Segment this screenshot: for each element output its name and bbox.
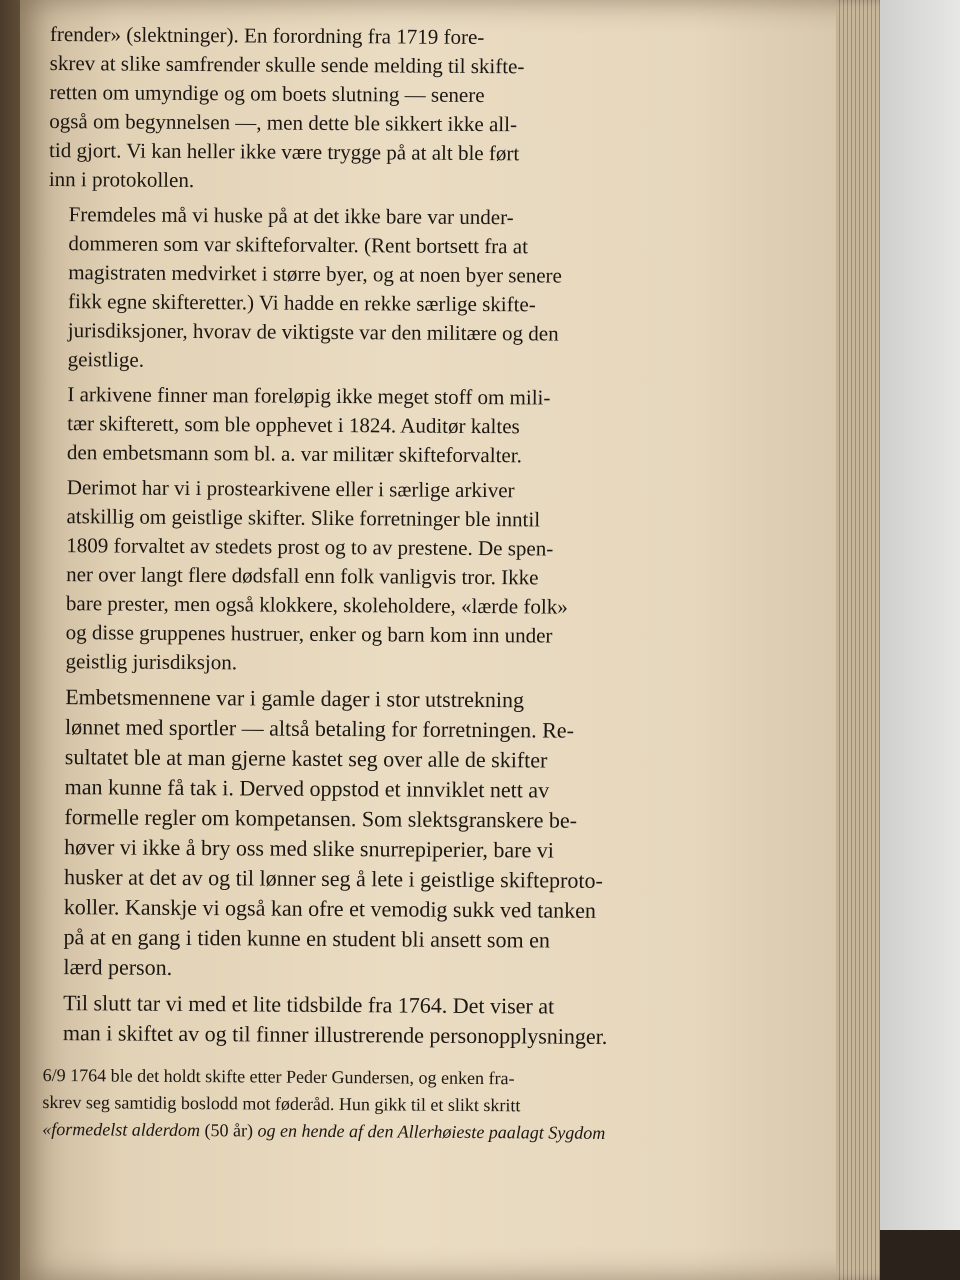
text-line: husker at det av og til lønner seg å lete i geistlige skifteproto- xyxy=(63,864,603,893)
text-line: sultatet ble at man gjerne kastet seg over alle de skifter xyxy=(64,744,548,773)
text-line: Embetsmennene var i gamle dager i stor utstrekning xyxy=(65,684,525,713)
text-line: formelle regler om kompetansen. Som slektsgranskere be- xyxy=(64,804,578,833)
text-line: høver vi ikke å bry oss med slike snurrepiperier, bare vi xyxy=(64,834,555,863)
background-surface xyxy=(880,1230,960,1280)
background-card xyxy=(880,0,960,1280)
text-line: den embetsmann som bl. a. var militær skifteforvalter. xyxy=(66,440,522,468)
text-line: 1809 forvaltet av stedets prost og to av prestene. De spen- xyxy=(66,533,554,561)
text-line: Derimot har vi i prostearkivene eller i særlige arkiver xyxy=(66,475,515,503)
text-line: skrev at slike samfrender skulle sende melding til skifte- xyxy=(49,50,525,79)
text-line: Fremdeles må vi huske på at det ikke bare var under- xyxy=(68,202,514,230)
text-line: I arkivene finner man foreløpig ikke meget stoff om mili- xyxy=(67,382,551,410)
text-line: koller. Kanskje vi også kan ofre et vemodig sukk ved tanken xyxy=(63,894,597,923)
paragraph-2 xyxy=(48,200,669,378)
excerpt-block xyxy=(42,1062,663,1147)
text-line: lønnet med sportler — altså betaling for forretningen. Re- xyxy=(64,714,575,743)
paragraph-1 xyxy=(49,20,670,198)
text-line: og disse gruppenes hustruer, enker og barn kom inn under xyxy=(65,620,553,648)
text-line: lærd person. xyxy=(63,954,173,980)
text-line: fikk egne skifteretter.) Vi hadde en rekke særlige skifte- xyxy=(67,289,536,317)
text-line: også om begynnelsen —, men dette ble sikkert ikke all- xyxy=(49,108,518,137)
excerpt-italic: og en hende af den Allerhøieste paalagt Sygdom xyxy=(257,1120,606,1143)
paragraph-4 xyxy=(45,473,666,680)
excerpt-line: 6/9 1764 ble det holdt skifte etter Peder Gundersen, og enken fra- xyxy=(42,1064,515,1089)
text-line: Til slutt tar vi med et lite tidsbilde fra 1764. Det viser at xyxy=(63,990,555,1019)
text-line: man kunne få tak i. Derved oppstod et innviklet nett av xyxy=(64,774,550,803)
excerpt-italic: «formedelst alderdom xyxy=(42,1118,201,1141)
text-line: dommeren som var skifteforvalter. (Rent bortsett fra at xyxy=(68,231,529,259)
text-line: geistlig jurisdiksjon. xyxy=(65,649,238,675)
paragraph-3 xyxy=(47,380,668,471)
text-line: tid gjort. Vi kan heller ikke være trygge på at alt ble ført xyxy=(49,137,520,166)
text-line: inn i protokollen. xyxy=(48,166,195,193)
paragraph-6 xyxy=(43,988,663,1052)
excerpt-roman: (50 år) xyxy=(200,1120,258,1141)
text-line: jurisdiksjoner, hvorav de viktigste var den militære og den xyxy=(67,318,559,346)
text-line: frender» (slektninger). En forordning fra 1719 fore- xyxy=(49,21,485,50)
page-text xyxy=(42,20,670,1147)
text-line: retten om umyndige og om boets slutning — senere xyxy=(49,79,485,108)
text-line: bare prester, men også klokkere, skoleholdere, «lærde folk» xyxy=(65,591,568,619)
excerpt-line: skrev seg samtidig boslodd mot føderåd. Hun gikk til et slikt skritt xyxy=(42,1091,521,1116)
text-line: ner over langt flere dødsfall enn folk vanligvis tror. Ikke xyxy=(66,562,539,590)
text-line: tær skifterett, som ble opphevet i 1824. Auditør kaltes xyxy=(67,411,520,439)
paragraph-5 xyxy=(43,682,665,986)
text-line: man i skiftet av og til finner illustrerende personopplysninger. xyxy=(62,1020,608,1049)
text-line: atskillig om geistlige skifter. Slike forretninger ble inntil xyxy=(66,504,541,532)
text-line: magistraten medvirket i større byer, og at noen byer senere xyxy=(68,260,562,288)
text-line: geistlige. xyxy=(67,347,145,372)
excerpt-line xyxy=(42,1116,662,1147)
text-line: på at en gang i tiden kunne en student bli ansett som en xyxy=(63,924,551,953)
